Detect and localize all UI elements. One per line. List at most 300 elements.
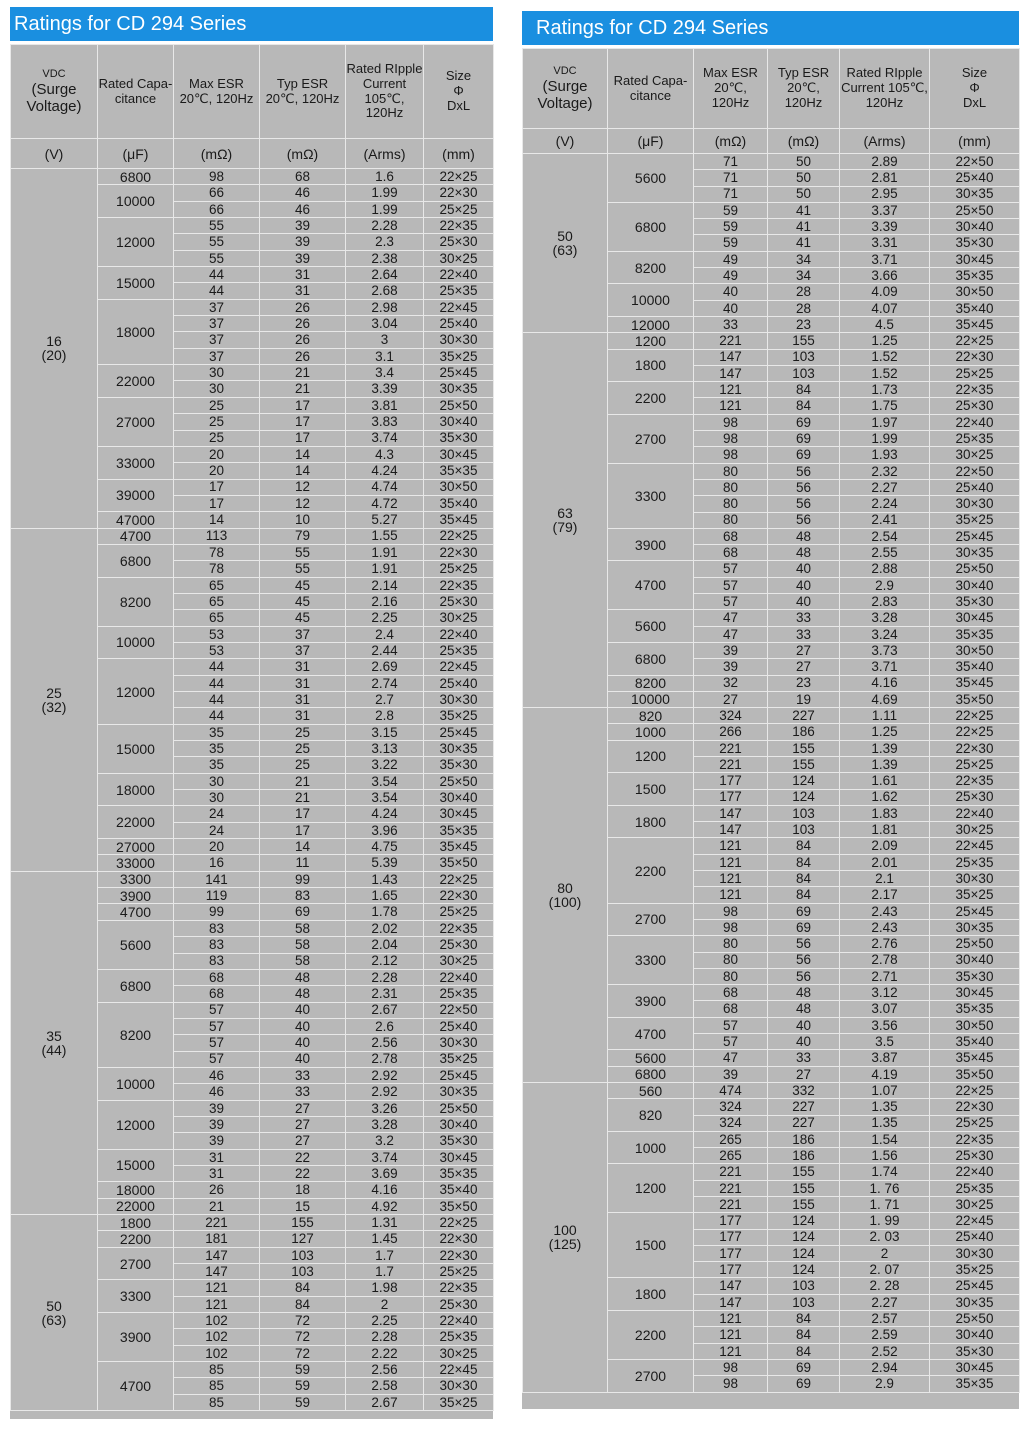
typ-esr-cell: 72 <box>260 1345 346 1361</box>
typ-esr-cell: 21 <box>260 381 346 397</box>
typ-esr-cell: 34 <box>768 251 840 267</box>
capacitance-cell: 15000 <box>98 267 174 300</box>
max-esr-cell: 121 <box>694 382 768 398</box>
typ-esr-cell: 40 <box>768 1034 840 1050</box>
max-esr-cell: 177 <box>694 1213 768 1229</box>
ripple-current-cell: 1.83 <box>840 805 930 821</box>
typ-esr-cell: 103 <box>768 349 840 365</box>
max-esr-cell: 47 <box>694 610 768 626</box>
size-cell: 22×50 <box>930 154 1020 170</box>
size-cell: 22×45 <box>424 659 494 675</box>
ripple-current-cell: 2.9 <box>840 577 930 593</box>
header-capacitance: Rated Capa-citance <box>608 49 694 129</box>
typ-esr-cell: 22 <box>260 1149 346 1165</box>
max-esr-cell: 98 <box>174 169 260 185</box>
typ-esr-cell: 56 <box>768 968 840 984</box>
header-size-dxl: DxL <box>962 94 987 110</box>
max-esr-cell: 265 <box>694 1148 768 1164</box>
capacitance-cell: 4700 <box>608 1017 694 1050</box>
max-esr-cell: 80 <box>694 496 768 512</box>
capacitance-cell: 12000 <box>608 316 694 332</box>
ripple-current-cell: 2.38 <box>346 250 424 266</box>
max-esr-cell: 181 <box>174 1231 260 1247</box>
ripple-current-cell: 5.27 <box>346 512 424 528</box>
size-cell: 35×30 <box>930 1343 1020 1359</box>
ripple-current-cell: 2.58 <box>346 1378 424 1394</box>
max-esr-cell: 147 <box>694 822 768 838</box>
voltage-value: 25 <box>46 684 62 701</box>
size-cell: 30×30 <box>424 332 494 348</box>
max-esr-cell: 66 <box>174 185 260 201</box>
table-row <box>11 1215 494 1231</box>
typ-esr-cell: 103 <box>260 1264 346 1280</box>
size-cell: 25×25 <box>424 904 494 920</box>
typ-esr-cell: 14 <box>260 463 346 479</box>
typ-esr-cell: 72 <box>260 1329 346 1345</box>
size-cell: 22×30 <box>424 1231 494 1247</box>
ripple-current-cell: 2.22 <box>346 1345 424 1361</box>
voltage-value: 35 <box>46 1027 62 1044</box>
max-esr-cell: 85 <box>174 1394 260 1410</box>
unit-size: (mm) <box>930 129 1020 154</box>
ripple-current-cell: 3.26 <box>346 1100 424 1116</box>
typ-esr-cell: 58 <box>260 937 346 953</box>
ripple-current-cell: 3.28 <box>346 1116 424 1132</box>
capacitance-cell: 8200 <box>608 675 694 691</box>
ripple-current-cell: 3.13 <box>346 741 424 757</box>
max-esr-cell: 21 <box>174 1198 260 1214</box>
max-esr-cell: 47 <box>694 626 768 642</box>
ripple-current-cell: 3.37 <box>840 202 930 218</box>
typ-esr-cell: 58 <box>260 953 346 969</box>
max-esr-cell: 57 <box>694 594 768 610</box>
header-row <box>11 45 494 139</box>
typ-esr-cell: 227 <box>768 708 840 724</box>
typ-esr-cell: 31 <box>260 675 346 691</box>
size-cell: 25×35 <box>424 986 494 1002</box>
max-esr-cell: 44 <box>174 692 260 708</box>
max-esr-cell: 78 <box>174 561 260 577</box>
ratings-table <box>522 48 1020 1393</box>
header-capacitance: Rated Capa-citance <box>98 45 174 139</box>
typ-esr-cell: 69 <box>768 1376 840 1392</box>
ripple-current-cell: 3.81 <box>346 397 424 413</box>
typ-esr-cell: 155 <box>768 1180 840 1196</box>
unit-size: (mm) <box>424 139 494 169</box>
typ-esr-cell: 17 <box>260 430 346 446</box>
size-cell: 25×25 <box>930 1115 1020 1131</box>
table-row <box>11 528 494 544</box>
ripple-current-cell: 3.12 <box>840 985 930 1001</box>
ripple-current-cell: 2.01 <box>840 854 930 870</box>
capacitance-cell: 10000 <box>608 284 694 317</box>
size-cell: 30×30 <box>424 1035 494 1051</box>
ripple-current-cell: 4.19 <box>840 1066 930 1082</box>
typ-esr-cell: 56 <box>768 512 840 528</box>
ripple-current-cell: 2.76 <box>840 936 930 952</box>
typ-esr-cell: 39 <box>260 218 346 234</box>
size-cell: 22×25 <box>930 1082 1020 1098</box>
typ-esr-cell: 59 <box>260 1378 346 1394</box>
ripple-current-cell: 3.87 <box>840 1050 930 1066</box>
ripple-current-cell: 2.3 <box>346 234 424 250</box>
voltage-value: 63 <box>557 505 573 522</box>
size-cell: 30×30 <box>930 496 1020 512</box>
size-cell: 25×45 <box>424 365 494 381</box>
size-cell: 25×40 <box>424 316 494 332</box>
typ-esr-cell: 69 <box>768 919 840 935</box>
max-esr-cell: 98 <box>694 447 768 463</box>
size-cell: 35×30 <box>424 430 494 446</box>
unit-cap: (μF) <box>608 129 694 154</box>
typ-esr-cell: 84 <box>260 1280 346 1296</box>
ripple-current-cell: 2.67 <box>346 1394 424 1410</box>
ripple-current-cell: 2.28 <box>346 218 424 234</box>
ripple-current-cell: 3.1 <box>346 348 424 364</box>
capacitance-cell: 820 <box>608 708 694 724</box>
surge-voltage-value: (63) <box>552 242 578 259</box>
typ-esr-cell: 69 <box>768 1359 840 1375</box>
typ-esr-cell: 155 <box>768 756 840 772</box>
capacitance-cell: 10000 <box>98 626 174 659</box>
capacitance-cell: 27000 <box>98 839 174 855</box>
ratings-panel-right <box>522 11 1019 1409</box>
size-cell: 25×30 <box>424 937 494 953</box>
max-esr-cell: 55 <box>174 234 260 250</box>
typ-esr-cell: 45 <box>260 577 346 593</box>
capacitance-cell: 2200 <box>608 838 694 903</box>
typ-esr-cell: 21 <box>260 365 346 381</box>
size-cell: 35×35 <box>930 1001 1020 1017</box>
table-row <box>11 169 494 185</box>
max-esr-cell: 83 <box>174 937 260 953</box>
max-esr-cell: 46 <box>174 1084 260 1100</box>
capacitance-cell: 27000 <box>98 397 174 446</box>
size-cell: 30×30 <box>424 692 494 708</box>
max-esr-cell: 98 <box>694 414 768 430</box>
size-cell: 25×50 <box>930 561 1020 577</box>
typ-esr-cell: 39 <box>260 250 346 266</box>
ripple-current-cell: 2.67 <box>346 1002 424 1018</box>
size-cell: 30×25 <box>930 822 1020 838</box>
max-esr-cell: 147 <box>694 805 768 821</box>
max-esr-cell: 85 <box>174 1362 260 1378</box>
header-size <box>424 45 494 139</box>
size-cell: 35×50 <box>424 1198 494 1214</box>
ripple-current-cell: 2 <box>346 1296 424 1312</box>
max-esr-cell: 98 <box>694 431 768 447</box>
capacitance-cell: 33000 <box>98 446 174 479</box>
ripple-current-cell: 3.74 <box>346 430 424 446</box>
max-esr-cell: 35 <box>174 741 260 757</box>
max-esr-cell: 121 <box>694 1343 768 1359</box>
size-cell: 25×35 <box>424 642 494 658</box>
ripple-current-cell: 4.16 <box>840 675 930 691</box>
size-cell: 30×45 <box>930 985 1020 1001</box>
typ-esr-cell: 155 <box>768 1164 840 1180</box>
max-esr-cell: 39 <box>694 642 768 658</box>
capacitance-cell: 22000 <box>98 365 174 398</box>
max-esr-cell: 68 <box>694 1001 768 1017</box>
max-esr-cell: 57 <box>694 561 768 577</box>
ripple-current-cell: 2.59 <box>840 1327 930 1343</box>
capacitance-cell: 5600 <box>608 610 694 643</box>
ripple-current-cell: 2.54 <box>840 528 930 544</box>
size-cell: 35×30 <box>424 757 494 773</box>
size-cell: 35×40 <box>424 495 494 511</box>
capacitance-cell: 33000 <box>98 855 174 871</box>
size-cell: 22×35 <box>424 218 494 234</box>
typ-esr-cell: 33 <box>768 1050 840 1066</box>
ripple-current-cell: 3.24 <box>840 626 930 642</box>
size-cell: 22×30 <box>930 349 1020 365</box>
size-cell: 30×45 <box>930 610 1020 626</box>
ripple-current-cell: 1.7 <box>346 1247 424 1263</box>
ripple-current-cell: 3.31 <box>840 235 930 251</box>
max-esr-cell: 57 <box>174 1051 260 1067</box>
size-cell: 30×25 <box>424 250 494 266</box>
max-esr-cell: 177 <box>694 1229 768 1245</box>
size-cell: 35×25 <box>424 1394 494 1410</box>
max-esr-cell: 98 <box>694 1359 768 1375</box>
size-cell: 25×35 <box>930 1180 1020 1196</box>
table-row <box>523 708 1020 724</box>
capacitance-cell: 4700 <box>98 904 174 920</box>
max-esr-cell: 35 <box>174 724 260 740</box>
capacitance-cell: 18000 <box>98 1182 174 1198</box>
typ-esr-cell: 155 <box>768 333 840 349</box>
typ-esr-cell: 155 <box>768 1197 840 1213</box>
max-esr-cell: 71 <box>694 154 768 170</box>
max-esr-cell: 47 <box>694 1050 768 1066</box>
size-cell: 35×30 <box>930 235 1020 251</box>
ripple-current-cell: 1.74 <box>840 1164 930 1180</box>
max-esr-cell: 37 <box>174 348 260 364</box>
typ-esr-cell: 84 <box>768 871 840 887</box>
max-esr-cell: 44 <box>174 267 260 283</box>
table-row <box>523 333 1020 349</box>
typ-esr-cell: 12 <box>260 479 346 495</box>
max-esr-cell: 44 <box>174 675 260 691</box>
unit-v: (V) <box>11 139 98 169</box>
typ-esr-cell: 56 <box>768 936 840 952</box>
unit-max-esr: (mΩ) <box>174 139 260 169</box>
typ-esr-cell: 27 <box>768 659 840 675</box>
ripple-current-cell: 2. 28 <box>840 1278 930 1294</box>
typ-esr-cell: 27 <box>768 642 840 658</box>
ripple-current-cell: 4.75 <box>346 839 424 855</box>
ripple-current-cell: 3.71 <box>840 659 930 675</box>
typ-esr-cell: 69 <box>768 431 840 447</box>
max-esr-cell: 44 <box>174 659 260 675</box>
ripple-current-cell: 3.71 <box>840 251 930 267</box>
size-cell: 25×40 <box>930 1229 1020 1245</box>
ripple-current-cell: 2.14 <box>346 577 424 593</box>
ripple-current-cell: 2.52 <box>840 1343 930 1359</box>
max-esr-cell: 31 <box>174 1165 260 1181</box>
capacitance-cell: 2700 <box>98 1247 174 1280</box>
max-esr-cell: 30 <box>174 381 260 397</box>
typ-esr-cell: 72 <box>260 1313 346 1329</box>
typ-esr-cell: 50 <box>768 154 840 170</box>
typ-esr-cell: 26 <box>260 348 346 364</box>
size-cell: 35×30 <box>424 1133 494 1149</box>
typ-esr-cell: 103 <box>768 1294 840 1310</box>
ripple-current-cell: 1.99 <box>346 185 424 201</box>
ripple-current-cell: 2.12 <box>346 953 424 969</box>
capacitance-cell: 8200 <box>608 251 694 284</box>
ripple-current-cell: 1.7 <box>346 1264 424 1280</box>
typ-esr-cell: 17 <box>260 822 346 838</box>
typ-esr-cell: 27 <box>260 1100 346 1116</box>
header-size-phi: Φ <box>453 83 464 99</box>
max-esr-cell: 57 <box>694 577 768 593</box>
typ-esr-cell: 84 <box>260 1296 346 1312</box>
typ-esr-cell: 18 <box>260 1182 346 1198</box>
max-esr-cell: 39 <box>694 1066 768 1082</box>
typ-esr-cell: 37 <box>260 626 346 642</box>
typ-esr-cell: 27 <box>260 1116 346 1132</box>
ripple-current-cell: 4.69 <box>840 691 930 707</box>
ripple-current-cell: 2.41 <box>840 512 930 528</box>
size-cell: 25×30 <box>930 789 1020 805</box>
max-esr-cell: 39 <box>174 1100 260 1116</box>
capacitance-cell: 6800 <box>98 169 174 185</box>
ripple-current-cell: 3.07 <box>840 1001 930 1017</box>
max-esr-cell: 20 <box>174 839 260 855</box>
size-cell: 25×25 <box>424 201 494 217</box>
max-esr-cell: 80 <box>694 952 768 968</box>
ripple-current-cell: 2.02 <box>346 920 424 936</box>
capacitance-cell: 3900 <box>608 985 694 1018</box>
ripple-current-cell: 1.91 <box>346 561 424 577</box>
size-cell: 25×45 <box>424 724 494 740</box>
size-cell: 30×25 <box>424 610 494 626</box>
max-esr-cell: 221 <box>694 1180 768 1196</box>
size-cell: 25×45 <box>424 1067 494 1083</box>
ripple-current-cell: 1.07 <box>840 1082 930 1098</box>
typ-esr-cell: 31 <box>260 692 346 708</box>
size-cell: 35×50 <box>930 691 1020 707</box>
size-cell: 30×40 <box>424 790 494 806</box>
ripple-current-cell: 1.91 <box>346 544 424 560</box>
typ-esr-cell: 17 <box>260 806 346 822</box>
panel-title: Ratings for CD 294 Series <box>10 7 493 44</box>
typ-esr-cell: 17 <box>260 414 346 430</box>
size-cell: 22×30 <box>930 1099 1020 1115</box>
max-esr-cell: 121 <box>694 398 768 414</box>
typ-esr-cell: 55 <box>260 561 346 577</box>
ripple-current-cell: 4.07 <box>840 300 930 316</box>
max-esr-cell: 80 <box>694 968 768 984</box>
typ-esr-cell: 69 <box>768 903 840 919</box>
typ-esr-cell: 27 <box>260 1133 346 1149</box>
max-esr-cell: 68 <box>694 528 768 544</box>
typ-esr-cell: 84 <box>768 854 840 870</box>
typ-esr-cell: 26 <box>260 299 346 315</box>
typ-esr-cell: 48 <box>768 528 840 544</box>
typ-esr-cell: 69 <box>768 447 840 463</box>
ripple-current-cell: 2.78 <box>840 952 930 968</box>
capacitance-cell: 5600 <box>608 1050 694 1066</box>
typ-esr-cell: 21 <box>260 773 346 789</box>
ripple-current-cell: 2.92 <box>346 1084 424 1100</box>
typ-esr-cell: 40 <box>260 1002 346 1018</box>
typ-esr-cell: 27 <box>768 1066 840 1082</box>
capacitance-cell: 10000 <box>98 1067 174 1100</box>
size-cell: 30×45 <box>424 1149 494 1165</box>
capacitance-cell: 2200 <box>98 1231 174 1247</box>
ripple-current-cell: 3.56 <box>840 1017 930 1033</box>
voltage-cell <box>523 333 608 708</box>
ripple-current-cell: 2.28 <box>346 1329 424 1345</box>
typ-esr-cell: 31 <box>260 283 346 299</box>
surge-voltage-value: (125) <box>548 1236 582 1253</box>
ripple-current-cell: 3.74 <box>346 1149 424 1165</box>
size-cell: 22×40 <box>424 969 494 985</box>
typ-esr-cell: 14 <box>260 446 346 462</box>
max-esr-cell: 102 <box>174 1329 260 1345</box>
ripple-current-cell: 4.16 <box>346 1182 424 1198</box>
size-cell: 35×25 <box>930 887 1020 903</box>
ripple-current-cell: 1.81 <box>840 822 930 838</box>
size-cell: 22×40 <box>930 805 1020 821</box>
typ-esr-cell: 56 <box>768 496 840 512</box>
typ-esr-cell: 33 <box>260 1067 346 1083</box>
typ-esr-cell: 50 <box>768 170 840 186</box>
max-esr-cell: 57 <box>174 1018 260 1034</box>
size-cell: 35×45 <box>424 512 494 528</box>
size-cell: 30×35 <box>930 1294 1020 1310</box>
size-cell: 30×40 <box>930 1327 1020 1343</box>
capacitance-cell: 3900 <box>98 888 174 904</box>
max-esr-cell: 221 <box>694 740 768 756</box>
size-cell: 25×25 <box>424 1264 494 1280</box>
ripple-current-cell: 2.16 <box>346 593 424 609</box>
ripple-current-cell: 1.35 <box>840 1115 930 1131</box>
capacitance-cell: 1800 <box>608 1278 694 1311</box>
typ-esr-cell: 127 <box>260 1231 346 1247</box>
capacitance-cell: 1500 <box>608 1213 694 1278</box>
ripple-current-cell: 1.31 <box>346 1215 424 1231</box>
table-row <box>523 154 1020 170</box>
capacitance-cell: 820 <box>608 1099 694 1132</box>
capacitance-cell: 4700 <box>608 561 694 610</box>
size-cell: 35×40 <box>930 300 1020 316</box>
max-esr-cell: 80 <box>694 512 768 528</box>
size-cell: 35×30 <box>930 968 1020 984</box>
capacitance-cell: 1800 <box>608 349 694 382</box>
size-cell: 22×50 <box>930 463 1020 479</box>
capacitance-cell: 22000 <box>98 806 174 839</box>
size-cell: 30×25 <box>424 1345 494 1361</box>
typ-esr-cell: 155 <box>768 740 840 756</box>
size-cell: 30×30 <box>424 1378 494 1394</box>
typ-esr-cell: 40 <box>768 1017 840 1033</box>
capacitance-cell: 6800 <box>98 969 174 1002</box>
ripple-current-cell: 3.66 <box>840 268 930 284</box>
size-cell: 30×35 <box>930 919 1020 935</box>
size-cell: 30×35 <box>424 741 494 757</box>
typ-esr-cell: 40 <box>260 1018 346 1034</box>
size-cell: 30×50 <box>930 284 1020 300</box>
max-esr-cell: 57 <box>694 1017 768 1033</box>
header-ripple-current: Rated RIpple Current 105℃, 120Hz <box>840 49 930 129</box>
size-cell: 35×30 <box>930 594 1020 610</box>
max-esr-cell: 46 <box>174 1067 260 1083</box>
typ-esr-cell: 41 <box>768 219 840 235</box>
ripple-current-cell: 3 <box>346 332 424 348</box>
